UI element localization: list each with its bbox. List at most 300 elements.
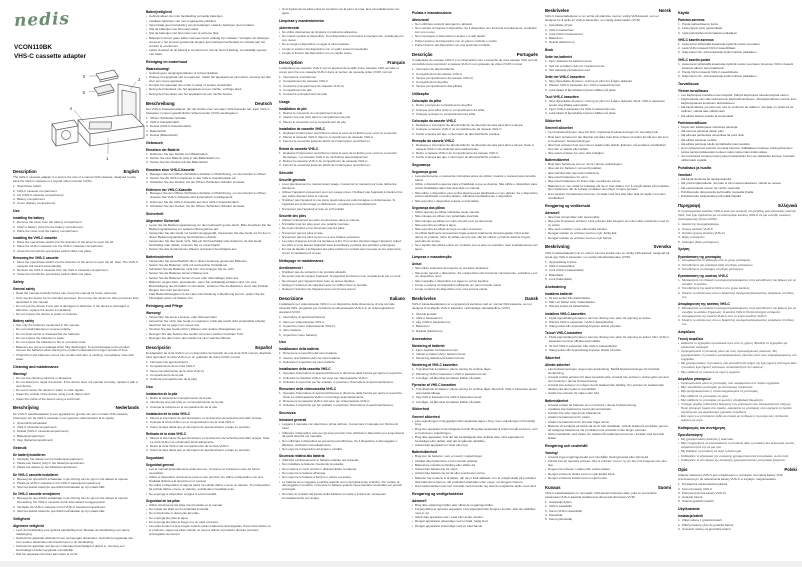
list-item-text: Rengör enhetens insida med en mjuk borste.: [548, 475, 608, 480]
list-number: 3.: [146, 368, 149, 373]
list-item-text: Interruptor de abertura/fecho: [416, 67, 455, 72]
section-heading: Turvallisuus: [678, 81, 699, 86]
bullet-glyph: •: [545, 170, 547, 175]
list-item-text: Reinigen Sie das Innere des Geräts mit einer weichen Bürste.: [149, 335, 232, 340]
bullet-glyph: •: [146, 239, 148, 244]
list-number: 5.: [13, 437, 16, 442]
list-item-text: Luk låget, så åben/luk kontakten klikker på plads.: [416, 399, 482, 404]
list-item-text: Καπάκι (χώρος κασέτας VHS-C): [682, 231, 725, 236]
sub-heading: Instalacja baterii: [678, 514, 703, 519]
bullet-glyph: •: [279, 491, 281, 496]
list-item-text: VHS-C kassetterum: [416, 315, 443, 320]
bullet-glyph: •: [545, 191, 547, 196]
bullet-glyph: •: [146, 83, 148, 88]
list-number: 2.: [146, 364, 149, 369]
list-number: 3.: [412, 131, 415, 136]
sub-heading: Istruzioni generali: [279, 418, 307, 423]
bullet-glyph: •: [412, 38, 414, 43]
sub-heading: Instalación de la cinta VHS-C: [146, 411, 190, 416]
list-item-text: Ne court-circuitez et ne démontez pas les piles.: [282, 226, 346, 231]
list-item-text: Limpie el interior del dispositivo con un cepillo suave.: [282, 50, 353, 55]
bullet-glyph: •: [545, 231, 547, 236]
list-number: 1.: [545, 335, 548, 340]
bullet-glyph: •: [146, 47, 148, 52]
list-item-text: Veroorzaak geen kortsluiting van de batterijen. Haal de batterijen niet uit elkaar.: [149, 22, 255, 27]
list-item-text: Montering dækslet på batterirummet.: [416, 356, 466, 361]
list-number: 5.: [545, 40, 548, 45]
list-item-text: Bruk bare enheten for det tiltenkte formålet. Ikke bruk enheten til andre formål enn det som er beskrevet i bruksanvisningen.: [548, 134, 669, 143]
list-number: 1.: [545, 98, 548, 103]
list-item: [545, 89, 671, 93]
sub-heading: Einsetzen einer VHS-C-Kassette: [146, 167, 195, 172]
list-number: 2.: [412, 107, 415, 112]
list-number: 4.: [412, 324, 415, 329]
bullet-glyph: •: [13, 327, 15, 332]
sub-heading: Installazione della batteria: [279, 347, 319, 352]
list-item-text: Mueva el interruptor de apertura/cierre en la dirección de la flecha para abrir la tapa. Nota: La cinta VHS-C se rebobinará automáticamente.: [150, 435, 270, 444]
sub-heading: Installation de cassette VHS-C: [279, 126, 325, 131]
list-number: 1.: [13, 476, 16, 481]
bullet-glyph: •: [678, 113, 680, 118]
list-number: 1.: [545, 500, 548, 505]
list-number: 1.: [146, 191, 149, 196]
bullet-glyph: •: [678, 181, 680, 186]
list-item-text: Μετακινήστε τον διακόπτη ανοίγματος/κλεισίματος στην κατεύθυνση του βέλους για να ανοίξετε το καπάκι. Σημείωση: Η κασέτα VHS-C θα ξανατυλιχτεί αυτόματα.: [682, 305, 796, 314]
list-item: [146, 378, 272, 382]
list-number: 2.: [279, 115, 282, 120]
list-item-text: Collocare il coperchio sul vano batteria.: [283, 360, 336, 364]
section-heading: Gebrauch: [146, 140, 163, 145]
list-item: [678, 371, 797, 375]
list-item: [13, 439, 139, 443]
list-number: 1.: [412, 387, 415, 392]
list-number: 4.: [13, 433, 16, 438]
list-item: [279, 288, 405, 292]
list-number: 4.: [146, 128, 149, 133]
sub-heading: Avertissement !: [279, 266, 303, 271]
list-item-text: Não exponha as pilhas à água.: [415, 222, 457, 227]
list-item-text: Gebruik het apparaat niet als een onderdeel beschadigd of defect is. Vervang een beschadigd of defect apparaat onmiddellijk.: [16, 544, 125, 553]
bullet-glyph: •: [146, 511, 148, 516]
list-item-text: Bruk bare batteriene som er nevnt i denne veiledningen.: [548, 162, 623, 167]
list-item-text: No exponga las pilas al agua.: [149, 515, 189, 520]
list-number: 2.: [279, 355, 282, 360]
list-item-text: No exponga el dispositivo al agua ni a la humedad.: [149, 491, 217, 496]
list-item-text: Læs vejledningen omhyggeligt inden apparatet tages i brug. Gem vejledningen til fremtidig brug.: [415, 418, 535, 427]
list-item-text: Ikke utsett batteriene for vann.: [548, 175, 589, 180]
list-number: 2.: [146, 175, 149, 180]
bullet-glyph: •: [279, 470, 281, 475]
bullet-glyph: •: [412, 210, 414, 214]
bullet-glyph: •: [545, 142, 547, 147]
list-number: 2.: [545, 264, 548, 269]
list-item-text: Vano per videocassette VHS-C: [283, 319, 325, 324]
bullet-glyph: •: [412, 418, 414, 423]
list-item-text: Falls Batterieflüssigkeit mit der Haut oder Kleidung in Berührung kommt, spülen Sie die Flüssigkeit sofort mit Wasser fort.: [149, 292, 265, 300]
list-number: 5.: [412, 328, 415, 333]
sub-heading: Generel sikkerhed: [412, 414, 440, 419]
list-item: [412, 232, 538, 244]
list-item-text: Pulire l'esterno del dispositivo con un panno morbido e umido.: [415, 38, 498, 43]
list-item-text: Θήκη μπαταριών: [682, 235, 705, 240]
language-label: Svenska: [653, 244, 671, 250]
model-number: VCON110BK: [14, 44, 53, 51]
list-item: [545, 477, 671, 481]
list-item: [146, 449, 272, 453]
bullet-glyph: •: [146, 262, 148, 267]
bullet-glyph: •: [146, 18, 148, 23]
list-number: 3.: [678, 30, 681, 35]
list-item-text: Couvercle (compartiment de pile): [283, 92, 328, 97]
sub-heading: Advarsel!: [545, 210, 560, 215]
paragraph: VHS-C-kassettadaptern är en enhet i samma storlek som en vanlig VHS-kassett, designad att spela upp VHS-C-kassetten i en vanlig videobandspelare (VCR).: [545, 250, 670, 259]
list-item-text: Lukk lokket til åpne/lukke-bryteren klikker på plass.: [549, 111, 617, 116]
list-item-text: Älä käytä laitetta, jos jokin sen osa on vioittunut tai viallinen. Jos laite on vioittunut tai viallinen, vaihda laite välittömästi.: [681, 105, 794, 114]
list-item-text: Déplacez l'interrupteur ouvrir/fermer dans le sens de la flèche pour ouvrir le couvercle.: [283, 130, 398, 135]
list-number: 1.: [678, 305, 681, 310]
bullet-glyph: •: [279, 230, 281, 235]
list-item-text: Låg (VHS-C kassetterum): [416, 320, 451, 325]
paragraph: The VHS-C cassette adapter is a device the size of a normal VHS cassette, designed to play back the VHS-C cassette in a regular video recorder (VCR).: [13, 175, 136, 184]
list-number: 2.: [146, 420, 149, 425]
bullet-glyph: •: [146, 27, 148, 32]
list-item: [545, 112, 671, 116]
list-item-text: Não exponha as pilhas ao fogo ou calor excessivo.: [415, 227, 483, 232]
list-number: 1.: [545, 295, 548, 300]
list-number: 3.: [146, 404, 149, 409]
list-item-text: Batterien neigen dazu, auszulaufen, wenn Sie vollständig entladen sind. Um eine Beschädigung des Produkts zu vermeiden, entfernen Sie die Batterien, wenn das Produkt längere Zeit nicht benutzt wird.: [149, 280, 269, 292]
bullet-glyph: •: [412, 471, 414, 476]
list-item-text: Försök inte att reparera enheten. Byt ut enheten mot en ny om den inte fungerar som den ska.: [548, 459, 667, 468]
sub-heading: Pariston asennus: [678, 18, 705, 23]
list-item-text: Ikke bruk enheten hvis noen del er skadet eller defekt. Enheten må erstattes umiddelbart hvis den er skadet eller defekt.: [548, 142, 666, 151]
list-item-text: No sumerja el dispositivo en agua ni otros líquidos.: [282, 42, 350, 47]
list-number: 2.: [678, 314, 681, 319]
list-item-text: Μη βυθίζετε τη συσκευή σε νερό ή άλλα υγρά.: [681, 449, 742, 454]
list-number: 1.: [279, 315, 282, 320]
list-number: 4.: [545, 513, 548, 518]
list-item-text: Only use the device for its intended purposes. Do not use the device for other purposes than described in the manual.: [16, 295, 139, 304]
list-number: 1.: [279, 75, 282, 80]
bullet-glyph: •: [13, 311, 15, 316]
list-item-text: Cierre la tapa hasta que el interruptor de apertura/cierre encaje en posición.: [150, 424, 251, 429]
list-item-text: Lukk lokket til åpne/lukke-bryteren klikker på plass.: [549, 87, 617, 92]
list-item-text: Entfernen Sie die VHS-C-Kassette aus dem VHS-C-Kassettenfach.: [150, 199, 240, 204]
bullet-glyph: •: [279, 29, 281, 34]
section-heading: Nettoyage et maintenance: [279, 259, 324, 264]
bullet-glyph: •: [678, 441, 680, 446]
bullet-glyph: •: [678, 437, 680, 442]
list-item: [279, 334, 405, 338]
list-item-text: Μην εκθέτετε τις μπαταρίες σε νερό.: [681, 393, 729, 398]
list-item: [279, 140, 405, 144]
list-item-text: Utilizzare esclusivamente le batterie indicate nel manuale.: [282, 458, 360, 463]
section-heading: Rengöring och underhåll: [545, 443, 588, 448]
bullet-glyph: •: [279, 42, 281, 47]
list-item: [545, 325, 671, 329]
list-item-text: Batterirom: [549, 36, 563, 41]
list-number: 2.: [412, 351, 415, 356]
list-item-text: Placez la cassette VHS-C dans le compartiment de cassette VHS-C.: [283, 135, 375, 140]
list-item-text: Verwenden Sie das Gerät nicht, falls ein Teil beschädigt oder defekt ist. Ist das Gerät beschädigt oder defekt, erneuern Sie es unverzüglich.: [149, 239, 262, 248]
list-number: 4.: [279, 328, 282, 333]
list-item: [678, 415, 797, 423]
bullet-glyph: •: [678, 154, 680, 159]
list-number: 2.: [279, 135, 282, 140]
section-heading: Puhdistus ja huolto: [678, 166, 712, 171]
list-item-text: Non esporre le batterie a fiamme o calore eccessivo.: [282, 475, 353, 480]
sub-heading: Instalación de la pila: [146, 392, 178, 397]
sub-heading: Varoitus!: [678, 173, 692, 178]
bullet-glyph: •: [412, 502, 414, 507]
list-item-text: Laita VHS-C-kasetti VHS-C-kasettitilaan.: [682, 46, 737, 51]
list-number: 3.: [678, 231, 681, 236]
bullet-glyph: •: [146, 524, 148, 529]
list-item-text: Vano batteria: [283, 328, 301, 333]
list-item-text: Gebruik alleen de in de handleiding vermelde batterijen.: [149, 14, 224, 19]
list-item-text: Kansi (VHS-C-kasettitila): [549, 508, 583, 513]
list-number: 1.: [412, 103, 415, 108]
list-item: [678, 32, 797, 36]
section-heading: Ασφάλεια: [678, 330, 695, 335]
list-item-text: Move the open/close switch into the direction of the arrow to open the lid. Note: The VHS-C cassette will rewind automatically.: [17, 259, 139, 268]
list-number: 2.: [279, 158, 282, 163]
list-item-text: Não exponha o dispositivo à água ou humidade.: [415, 198, 480, 203]
list-item-text: Udsæt ikke apparatet for vand eller fugt.: [415, 443, 469, 448]
list-item-text: Move the open/close switch into the direction of the arrow to open the lid.: [17, 240, 114, 245]
list-number: 1.: [678, 41, 681, 46]
list-item: [279, 93, 405, 97]
language-label: Norsk: [658, 8, 671, 13]
bullet-glyph: •: [279, 475, 281, 480]
paragraph: L'adattatore per videocassette VHS-C è un dispositivo della dimensione di una normale cassetta VHS, progettato per riprodurre la videocassetta VHS-C in un videoregistratore standard (VCR).: [279, 302, 395, 315]
list-item-text: Μετακινήστε τον διακόπτη ανοίγματος/κλεισίματος στην κατεύθυνση του βέλους για να ανοίξετε το καπάκι.: [682, 278, 796, 287]
list-item-text: No exponga las pilas al fuego ni a un calor excesivo.: [149, 519, 219, 524]
list-number: 3.: [678, 490, 681, 495]
list-number: 1.: [13, 184, 16, 189]
section-title: Opis: [678, 466, 688, 472]
list-item: [545, 518, 671, 522]
list-number: 1.: [545, 259, 548, 264]
list-number: 2.: [678, 69, 681, 74]
list-item: [412, 85, 538, 89]
list-item-text: Non cercare di riparare il dispositivo. Se il dispositivo non funziona correttamente, sostituirlo con uno nuovo.: [415, 26, 537, 35]
list-item-text: Osłona (gniazdo baterii): [682, 499, 714, 504]
list-item-text: Lock (batterifack): [549, 276, 573, 281]
bullet-glyph: •: [678, 129, 680, 134]
list-item: [545, 433, 671, 441]
section-heading: Gebruik: [13, 445, 27, 450]
list-item-text: Fermez le couvercle jusqu'au déclic de l'interrupteur ouvrir/fermer.: [283, 163, 371, 168]
bullet-glyph: •: [279, 278, 281, 283]
list-item-text: Jos paristoista vuotava neste joutuu kosketuksiin ihon tai vaatteiden kanssa, huuhtele välittömästi vedellä.: [681, 154, 795, 163]
bullet-glyph: •: [412, 287, 414, 292]
list-number: 4.: [545, 272, 548, 277]
list-item: [412, 133, 538, 137]
bullet-glyph: •: [146, 314, 148, 319]
text-column-6: [678, 8, 797, 561]
paragraph: L'adaptateur de cassette VHS-C est un appareil de la taille d'une cassette VHS normale et conçu pour lire une cassette VHS-C dans un lecteur de cassette vidéo (VCR) normal.: [279, 65, 399, 74]
bullet-glyph: •: [279, 458, 281, 463]
list-item-text: Απομακρύνετε την κασέτα VHS-C από το χώρο κασέτας VHS-C.: [682, 314, 768, 319]
nedis-logo: nedis: [13, 9, 71, 31]
list-item: [412, 357, 538, 361]
sub-heading: Warnung!: [146, 310, 161, 315]
bullet-glyph: •: [678, 397, 680, 402]
list-item-text: Älä altista paristoja tulelle tai liialliselle kuumuudelle.: [681, 141, 751, 146]
list-item-text: Älä käytä liuottimia tai hankausaineita.: [681, 177, 732, 182]
list-item-text: Desloque o interruptor de abertura/fecho na direcção da seta para abrir a tampa.: [416, 123, 524, 128]
list-number: 3.: [13, 465, 16, 470]
bullet-glyph: •: [13, 352, 15, 357]
list-item: [146, 181, 272, 185]
list-item-text: Non esporre le batterie all'acqua.: [282, 470, 326, 475]
sub-heading: ¡Advertencia!: [279, 25, 300, 30]
list-item-text: Tag VHS-C kassetten fra VHS-C kassetterummet.: [416, 395, 483, 400]
list-number: 2.: [13, 425, 16, 430]
list-number: 3.: [146, 448, 149, 453]
list-item-text: Não coloque as pilhas em curto-circuito nem as desmonte.: [415, 218, 494, 223]
list-item-text: Placera locket på batterifacket.: [549, 304, 591, 309]
list-item: [146, 205, 272, 209]
bullet-glyph: •: [279, 430, 281, 435]
language-label: Français: [387, 59, 405, 65]
list-number: 2.: [412, 371, 415, 376]
bullet-glyph: •: [545, 218, 547, 223]
list-item-text: Umieścić osłonę na gnieździe baterii.: [682, 526, 732, 531]
list-item-text: VHS-C-kasettitila: [549, 504, 572, 509]
list-item-text: Close the lid until the open/close switch clicks into place.: [17, 272, 93, 277]
list-item-text: Lokk (VHS-C-kassettrom): [549, 31, 584, 36]
list-item-text: Coperchio (vano batteria): [283, 332, 317, 337]
list-item: [412, 156, 538, 160]
bullet-glyph: •: [545, 227, 547, 232]
section-heading: Cleaning and maintenance: [13, 364, 59, 369]
list-number: 1.: [545, 59, 548, 64]
list-item-text: Beweeg de open/dicht-schakelaar in de richting van de pijl om het deksel te openen.: [17, 476, 129, 481]
list-item-text: Pokrywa (komora kasety VHS-C): [682, 490, 727, 495]
list-item-text: Installeer batterijen niet met omgekeerde polariteit.: [149, 18, 217, 23]
sub-heading: Ta ut VHS-C kassetten: [545, 95, 579, 100]
list-item-text: Udsæt ikke batterierne for vand.: [415, 467, 458, 472]
list-item-text: Desloque o interruptor de abertura/fecho na direcção da seta para abrir a tampa. Nota: A cassete VHS-C irá rebobinar automaticamente.: [416, 142, 534, 151]
list-item: [545, 41, 671, 45]
list-item-text: Ikke utsett batteriene for brann eller overdreven varme.: [548, 179, 622, 184]
bullet-glyph: •: [146, 519, 148, 524]
bullet-glyph: •: [13, 295, 15, 300]
list-item-text: Ikke senk enheten i vann eller andre væsker.: [548, 227, 608, 232]
list-item-text: Älä upota laitetta veteen tai muihin nesteisiin.: [681, 185, 742, 190]
list-item-text: Lisez attentivement le manuel avant usage. Conservez le manuel pour toute référence ultérieure.: [282, 182, 397, 190]
sub-heading: Απομάκρυνση της κασέτας VHS-C: [678, 301, 730, 306]
sub-heading: VHS-C kasetin poisto: [678, 57, 711, 62]
list-number: 3.: [146, 180, 149, 185]
list-number: 1.: [146, 360, 149, 365]
list-item-text: Älä altista laitetta vedelle ja kosteudelle.: [681, 113, 735, 118]
list-item-text: Schließen Sie den Deckel, bis der Öffnen-/Schließen-Schalter einrastet.: [150, 180, 246, 185]
list-item-text: Retirez la cassette VHS-C du compartiment de cassette VHS-C.: [283, 158, 369, 163]
list-item-text: Skyv åpne/lukke-bryteren i retning av pilen for å åpne dekselet. Merk: VHS-C-kassetten spoler seg tilbake automatisk.: [549, 98, 666, 107]
list-number: 3.: [412, 399, 415, 404]
list-item: [412, 113, 538, 117]
bullet-glyph: •: [545, 134, 547, 139]
list-item-text: Åbn/luk kontakt: [416, 311, 437, 316]
bullet-glyph: •: [279, 283, 281, 287]
bullet-glyph: •: [13, 340, 15, 345]
list-item-text: Sett dekselet på batterirommet.: [549, 67, 591, 72]
language-label: Deutsch: [255, 100, 272, 106]
bullet-glyph: •: [678, 389, 680, 394]
list-item-text: Rengør apparatets indvendige med en blød børste.: [415, 523, 484, 528]
bullet-glyph: •: [146, 247, 148, 252]
list-number: 3.: [545, 111, 548, 116]
bullet-glyph: •: [412, 454, 414, 459]
bullet-glyph: •: [146, 35, 148, 40]
list-item: [13, 230, 139, 234]
exploded-view-diagram: [44, 62, 146, 166]
sub-heading: Retrait de cassette VHS-C: [279, 146, 319, 151]
bullet-glyph: •: [279, 8, 281, 11]
list-number: 5.: [412, 84, 415, 89]
list-item-text: Hvis væsken fra batteriene kommer i kontakt med hud eller klær skal du skylle med vann umiddelbart.: [548, 191, 666, 200]
list-number: 1.: [146, 151, 149, 156]
bullet-glyph: •: [545, 175, 547, 180]
list-item-text: Non esporre il dispositivo ad acqua o umidità.: [282, 446, 343, 451]
bullet-glyph: •: [545, 432, 547, 437]
list-item-text: Schließen Sie die Batterien nicht kurz und zerlegen Sie sie nicht.: [149, 267, 235, 272]
list-item-text: Stäng locket tills öppna/stäng-brytaren klickar på plats.: [549, 324, 622, 329]
list-item-text: VHS-C-kassettfack: [549, 264, 575, 269]
list-item-text: Älä aiheuta paristoissa oikosulkua tai pura niitä.: [681, 133, 745, 138]
sub-heading: Εγκατάσταση της κασέτας VHS-C: [678, 274, 729, 279]
list-item-text: Utilice el dispositivo únicamente para su uso previsto. No utilice el dispositivo con una finalidad distinta a la descrita en el manual.: [149, 475, 263, 484]
list-item-text: Close the lid until the open/close switch clicks into place.: [17, 248, 93, 253]
list-item-text: Non utilizzare il dispositivo se presenta parti difettose. Se il dispositivo è danneggiato o difettoso, sostituirlo immediatamente.: [282, 438, 398, 447]
sub-heading: Installing the VHS-C cassette: [13, 236, 58, 241]
bullet-glyph: •: [412, 475, 414, 480]
list-item-text: Setzen Sie die Batterien nicht mit vertauschter Polarität ein.: [149, 262, 229, 267]
list-item: [146, 281, 272, 293]
list-item-text: Remove the cover from the battery compartment.: [17, 220, 83, 225]
bullet-glyph: •: [412, 182, 414, 187]
language-label: Português: [516, 51, 538, 57]
list-number: 3.: [412, 155, 415, 160]
bullet-glyph: •: [412, 174, 414, 179]
list-number: 1.: [678, 278, 681, 283]
vhsc-cassette-part: [52, 120, 78, 146]
list-number: 4.: [412, 80, 415, 85]
bullet-glyph: •: [279, 50, 281, 55]
list-item-text: Cubierta (compartimento de la pila): [150, 377, 197, 382]
list-item-text: Bewegen Sie den Öffnen-/Schließen-Schalter in Pfeilrichtung, um den Deckel zu öffnen.: [150, 171, 267, 176]
list-item-text: Le batterie sono soggette a perdite quando sono completamente scariche. Per evitare di danneggiare il prodotto, rimuovere le batterie quando viene lasciato incustodito per periodi prolungati.: [282, 479, 402, 492]
bullet-glyph: •: [279, 217, 281, 222]
bullet-glyph: •: [678, 92, 680, 97]
sub-heading: Installera VHS-C-kassetten: [545, 311, 586, 316]
list-item-text: Beweeg de open/dicht-schakelaar in de richting van de pijl om het deksel te openen. Opmerking: De VHS-C cassette wordt automatisch teruggespoeld.: [17, 496, 129, 505]
list-item-text: Καθαρίζετε το εσωτερικό της συσκευής χρησιμοποιώντας μια μαλακή βούρτσα.: [681, 458, 786, 463]
list-item-text: Do not use the device if any part is damaged or defective. If the device is damaged or defective, replace the device immediately.: [16, 303, 130, 312]
list-item-text: No instale las pilas con la polaridad invertida.: [149, 507, 210, 512]
bullet-glyph: •: [412, 467, 414, 472]
list-item-text: Place the cover onto the battery compartment.: [17, 228, 79, 233]
sub-heading: Γενική ασφάλεια: [678, 337, 704, 342]
list-number: 1.: [146, 435, 149, 440]
list-item-text: Ikke utsett enheten for vann eller fuktighet.: [548, 150, 605, 155]
list-item-text: Read the manual carefully before use. Keep the manual for future reference.: [16, 291, 118, 296]
sub-heading: Sette inn VHS-C kassetten: [545, 75, 585, 80]
list-item-text: Tryk åben/luk kontakten i pilens retning for at åbne låget.: [416, 367, 492, 372]
